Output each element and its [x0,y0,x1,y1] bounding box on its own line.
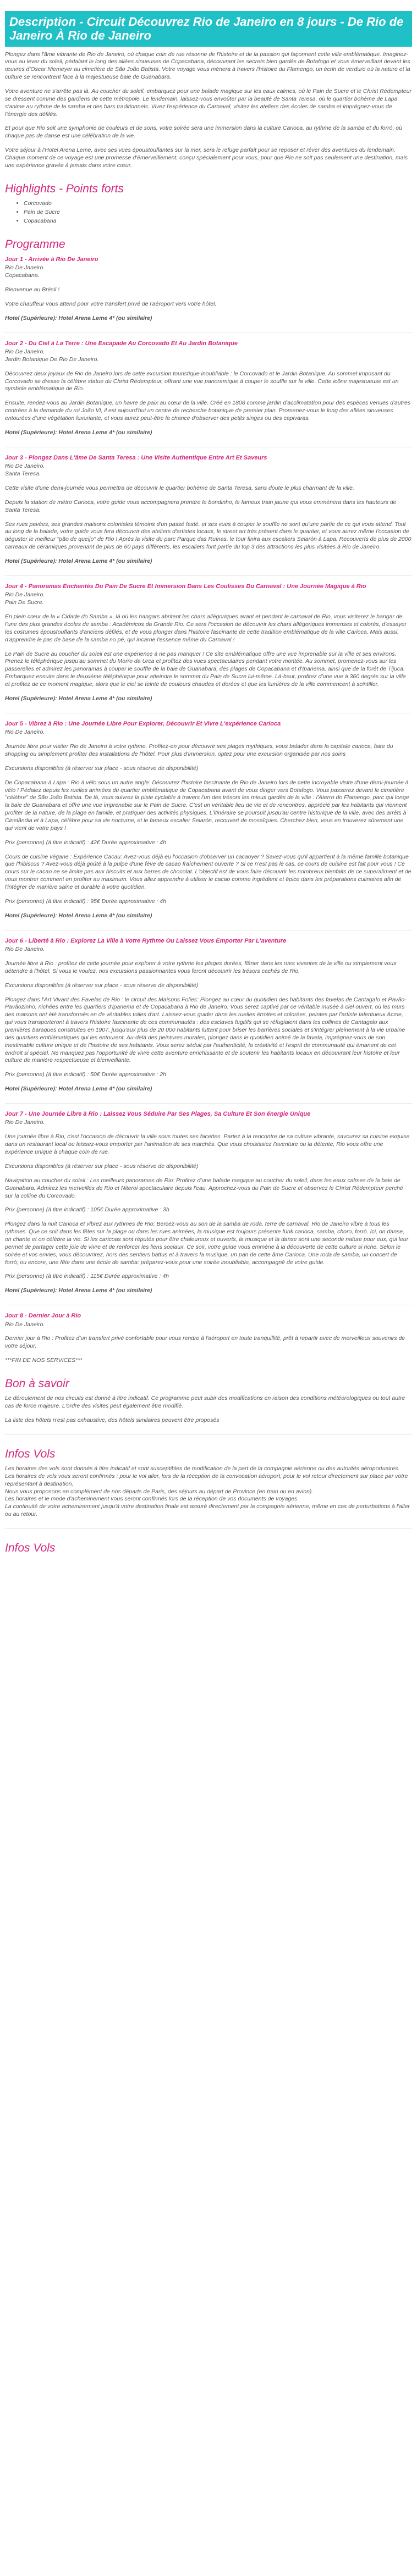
programme-heading: Programme [5,237,65,251]
day-title: Jour 3 - Plongez Dans L'âme De Santa Teresa : Une Visite Authentique Entre Art Et Saveurs [5,454,267,461]
day-locations [5,729,412,736]
day-paragraph: Navigation au coucher du soleil : Les meilleurs panoramas de Rio: Profitez d'une balade magique au coucher du soleil, dans les eaux calmes de la baie de Guanabara. Admirez les merveilles de Rio et Niteroi spectaculaire depuis l'eau. Approchez-vous du Pain de Sucre et observez le Christ Rédempteur perché sur la colline du Corcovado. [5,1177,403,1199]
day-hotel: Hotel (Supérieure): Hotel Arena Leme 4* (ou similaire) [5,429,152,436]
day-hotel: Hotel (Supérieure): Hotel Arena Leme 4* (ou similaire) [5,314,152,322]
day-location: Jardin Botanique De Rio De Janeiro. [5,356,99,363]
day-hotel: Hotel (Supérieure): Hotel Arena Leme 4* (ou similaire) [5,695,152,702]
intro-paragraph: Et pour que Rio soit une symphonie de couleurs et de sons, votre soirée sera une immersion dans la culture Carioca, au rythme de la samba et du forró, où chaque pas de danse est une célébration de la vie. [5,125,402,140]
day-locations [5,463,412,478]
day-locations [5,1321,412,1329]
day-paragraph: Journée libre pour visiter Rio de Janeiro à votre rythme. Profitez-en pour découvrir ses plages mythiques, vous balader dans la capitale carioca, faire du shopping ou simplement profiter des installations de l'hôtel. Pour plus d'immersion, optez pour une excursion organisée par nos soins [5,743,393,757]
day-hotel: Hotel (Supérieure): Hotel Arena Leme 4* (ou similaire) [5,1085,152,1093]
day-paragraph: En plein cœur de la « Cidade do Samba », là où les hangars abritent les chars allégoriques avant et pendant le carnaval de Rio, vous visiterez le hangar de l'une des plus grandes écoles de samba : Académicos da Grande Rio. Ce sera l'occasion de découvrir les chars allégoriques immenses et colorés, d'essayer les costumes époustouflants d'anciens défilés, et de vous plonger dans l'histoire fascinante de cette tradition emblématique de la ville Carioca. Mais aussi, d'apprendre le pas de base de la samba no pé, qui incarne l'essence même du Carnaval ! [5,613,407,643]
day-paragraph: Prix (personne) (à titre indicatif) : 95€ Durée approximative : 4h [5,898,166,905]
programme-days [5,256,412,1365]
page-title: Description - Circuit Découvrez Rio de Janeiro en 8 jours - De Rio de Janeiro À Rio de Janeiro [5,11,412,47]
day-location: Copacabana. [5,272,40,279]
day-locations [5,348,412,364]
day-paragraph: Bienvenue au Brésil ! [5,286,60,293]
divider [5,575,412,576]
infos-vols-line: Les horaires et le mode d'acheminement vous seront confirmés lors de la réception de vos documents de voyages [5,1495,298,1503]
infos-vols-line: Les horaires des vols sont donnés à titre indicatif et sont susceptibles de modification de la part de la compagnie aérienne ou des autorités aéroportuaires. [5,1465,400,1472]
day-paragraph: Depuis la station de métro Carioca, votre guide vous accompagnera prendre le bondinho, le fameux train jaune qui vous emmènera dans les hauteurs de Santa Teresa. [5,498,397,513]
day-paragraph: Journée libre à Rio : profitez de cette journée pour explorer à votre rythme les plages dorées, flâner dans les rues vivantes de la ville ou simplement vous détendre à l'hôtel. Si vous le voulez, nos excursions passionnantes vous feront découvrir les trésors cachés de Rio. [5,960,397,974]
list-item: • Copacabana [24,218,412,225]
day-paragraph: Plongez dans la nuit Carioca et vibrez aux rythmes de Rio: Bercez-vous au son de la samba de roda, terre de carnaval, Rio de Janeiro vibre à tous les rythmes. Que ce soit dans les fêtes sur la plage ou dans les rues animées, la musique est toujours présente funk carioca, samba, choro, forró. Ici, on danse, on chante et on célèbre la vie. Si les caricoas sont réputés pour être chaleureux et ouverts, la musique et la danse sont une seconde nature pour eux, qui leur permet de partager cette joie de vivre et de renforcer les liens sociaux. Ce soir, votre guide vous emmène à la découverte de cette culture si riche. Selon le soirée et vos envies, vous découvrirez, hors des sentiers battus et à travers la musique, un pan de cette âme Carioca. Une roda de samba, un concert de forró, ou encore, une fête dans une école de samba: préparez-vous pour une soirée inoubliable, accompagné de votre guide. [5,1221,409,1266]
infos-vols-heading: Infos Vols [5,1447,56,1460]
day-paragraph: Cours de cuisine végane : Expérience Cacau: Avez-vous déjà eu l'occasion d'observer un cacaoyer ? Savez-vous qu'il appartient à la même famille botanique que l'hibiscus ? Avez-vous déjà goûté à la pulpe d'une fève de cacao fraîchement ouverte ? Si ce n'est pas le cas, ce cours de cuisine est fait pour vous ! Ce cours sur le cacao ne se limite pas aux biscuits et aux barres de chocolat. L'objectif est de vous faire découvrir les nombreux bienfaits de ce superaliment et de vous montrer comment en profiter au maximum. Vous allez apprendre à utiliser le cacao comme ingrédient et épice dans les préparations culinaires afin de l'intégrer de manière saine et durable à votre quotidien. [5,853,411,890]
day-paragraph: Une journée libre à Rio, c'est l'occasion de découvrir la ville sous toutes ses facettes. Partez à la rencontre de sa culture vibrante, savourez sa cuisine exquise dans un restaurant local ou laissez-vous emporter par l'animation de ses marchés. Que vous choisissiez l'aventure ou la détente, Rio vous offre une expérience unique à chaque coin de rue. [5,1133,410,1156]
day-paragraph: Prix (personne) (à titre indicatif) : 115€ Durée approximative : 4h [5,1273,169,1280]
day-paragraph: Ses rues pavées, ses grandes maisons coloniales témoins d'un passé fasté, et ses vues à couper le souffle ne sont qu'une partie de ce qui vous attend. Tout au long de la balade, votre guide vous fera découvrir des ateliers d'artistes locaux, le street art très présent dans le quartier, et vous aurez même l'occasion de déguster le meilleur "pão de queijo" de Rio ! Après la visite du parc Parque das Ruínas, le tour finira aux escaliers Selarón à Lapa. Recouverts de plus de 2000 carreaux de céramiques provenant de plus de 60 pays différents, les escaliers font partie du top 3 des attractions les plus visitées à Rio de Janeiro. [5,520,411,551]
intro-paragraph: Votre séjour à l'Hotel Arena Leme, avec ses vues époustouflantes sur la mer, sera le refuge parfait pour se reposer et rêver des aventures du lendemain. Chaque moment de ce voyage est une promesse d'émerveillement, conçu spécialement pour vous, pour que Rio ne soit pas seulement une destination, mais une expérience gravée à jamais dans votre cœur. [5,147,408,169]
day-paragraph: Excursions disponibles (à réserver sur place - sous réserve de disponibilité) [5,765,199,772]
day-location: Rio De Janeiro. [5,946,45,953]
day-location: Santa Teresa. [5,470,41,478]
day-location: Rio De Janeiro. [5,264,45,272]
list-item: • Pain de Sucre [24,209,412,217]
infos-vols-paragraph [5,1465,412,1519]
programme-day [5,454,412,576]
programme-day [5,1110,412,1305]
bon-a-savoir-paragraph: Le déroulement de nos circuits est donné à titre indicatif. Ce programme peut subir des modifications en raison des conditions météorologiques ou tout autre cas de force majeure. L'ordre des visites peut également être modifié. [5,1395,405,1410]
day-title: Jour 4 - Panoramas Enchantés Du Pain De Sucre Et Immersion Dans Les Coulisses Du Carnaval : Une Journée Magique à Rio [5,583,366,590]
day-location: Pain De Sucre. [5,599,44,606]
divider [5,1434,412,1435]
page [0,11,417,1555]
day-location: Rio De Janeiro. [5,1119,45,1126]
list-item: • Corcovado [24,200,412,208]
infos-vols-line: Nous vous proposons en complément de nos départs de Paris, des séjours au départ de Province (en train ou en avion). [5,1488,314,1495]
footer-heading: Infos Vols [5,1542,56,1555]
day-title: Jour 1 - Arrivée à Rio De Janeiro [5,256,98,263]
highlights-heading: Highlights - Points forts [5,182,124,195]
programme-day [5,720,412,930]
day-title: Jour 5 - Vibrez à Rio : Une Journée Libre Pour Explorer, Découvrir Et Vivre L'expérience Carioca [5,720,281,727]
day-title: Jour 6 - Liberté à Rio : Explorez La Ville à Votre Rythme Ou Laissez Vous Emporter Par L'aventure [5,937,287,944]
day-title: Jour 7 - Une Journée Libre à Rio : Laissez Vous Séduire Par Ses Plages, Sa Culture Et Son énergie Unique [5,1110,311,1117]
programme-day [5,937,412,1104]
infos-vols-line: Les horaires de vols vous seront confirmés : pour le vol aller, lors de la réception de la convocation aéroport, pour le vol retour directement sur place par votre représentant à destination. [5,1472,408,1487]
day-title: Jour 8 - Dernier Jour à Rio [5,1312,81,1320]
day-paragraph: Excursions disponibles (à réserver sur place - sous réserve de disponibilité) [5,982,199,989]
intro [5,51,412,170]
programme-day [5,583,412,713]
day-paragraph: Ensuite, rendez-vous au Jardin Botanique, un havre de paix au cœur de la ville. Créé en 1808 comme jardin d'acclimatation pour des espèces venues d'autres contrées à la demande du roi João VI, il est aujourd'hui un centre de recherche botanique de premier plan. Promenez-vous le long des allées sinueuses entourées d'une végétation luxuriante, et vous aurez peut-être la chance d'observer des petits singes ou des capivaras. [5,400,411,422]
day-locations [5,591,412,607]
day-paragraph: Votre chauffeur vous attend pour votre transfert privé de l'aéroport vers votre hôtel. [5,300,217,307]
day-paragraph: Excursions disponibles (à réserver sur place - sous réserve de disponibilité) [5,1162,199,1170]
divider [5,1103,412,1104]
infos-vols-line: La continuité de votre acheminement jusqu'à votre destination finale est assuré directement par la compagnie aérienne, même en cas de perturbations à l'aller ou au retour. [5,1503,410,1518]
day-locations [5,264,412,280]
highlights-list [5,200,412,225]
day-paragraph: ***FIN DE NOS SERVICES*** [5,1357,83,1364]
day-paragraph: Découvrez deux joyaux de Rio de Janeiro lors de cette excursion touristique inoubliable : le Corcovado et le Jardin Botanique. Au sommet imposant du Corcovado se dresse la célèbre statue du Christ Rédempteur, offrant une vue panoramique à couper le souffle sur la ville. Cette icône majestueuse est un symbole emblématique de Rio. [5,370,399,392]
divider [5,1528,412,1529]
day-hotel: Hotel (Supérieure): Hotel Arena Leme 4* (ou similaire) [5,912,152,919]
day-location: Rio De Janeiro. [5,591,45,599]
day-paragraph: Prix (personne) (à titre indicatif) : 50€ Durée approximative : 2h [5,1071,166,1078]
bon-a-savoir-heading: Bon à savoir [5,1377,69,1391]
intro-paragraph: Votre aventure ne s'arrête pas là. Au coucher du soleil, embarquez pour une balade magique sur les eaux calmes, où le Pain de Sucre et le Christ Rédempteur se dressent comme des gardiens de cette métropole. Le lendemain, laissez-vous envoûter par la beauté de Santa Teresa, où le quartier bohème de Lapa s'anime au rythme de la samba et des bars traditionnels. Vivez l'expérience du Carnaval, visitez les ateliers des écoles de samba et imprégnez-vous de l'énergie des défilés. [5,88,411,118]
day-paragraph: De Copacabana à Lapa : Rio à vélo sous un autre angle: Découvrez l'histoire fascinante de Rio de Janeiro lors de cette incroyable visite d'une demi-journée à vélo ! Pédalez depuis les ruelles animées du quartier emblématique de Copacabana avant de vous diriger vers Botafogo. Vous passerez devant le cimetière "célèbre" de São João Batista. De là, vous suivrez la piste cyclable à travers l'un des trésors les mieux gardés de la ville : l'Aterro do Flamengo, parc qui longe la baie de Guanabara et offre une vue imprenable sur le Pain de Sucre. C'est un véritable lieu de vie et de rencontres, apprécié par les habitants qui viennent profiter de la nature, de la plage en famille, et pratiquer des activités physiques. L'itinéraire se poursuit jusqu'au centre historique de la ville, avec des arrêts à Cinelândia et à Lapa, célèbre pour sa vie nocturne, et le fameux escalier Selarón, recouvert de mosaïques. Cherchez bien, vous en trouverez sûrement une qui vient de votre pays ! [5,779,409,832]
day-locations [5,1119,412,1127]
day-paragraph: Prix (personne) (à titre indicatif) : 42€ Durée approximative : 4h [5,839,166,846]
intro-paragraph: Plongez dans l'âme vibrante de Rio de Janeiro, où chaque coin de rue résonne de l'histoire et de la passion qui façonnent cette ville emblématique. Imaginez-vous au lever du soleil, pédalant le long des allées sinueuses de Copacabana, découvrant les secrets bien gardés de Botafogo et vous émerveillant devant les œuvres d'Oscar Niemeyer au cimetière de São João Batista. Votre voyage vous mènera à travers l'histoire du Flamengo, un écrin de verdure où la nature et la culture se rencontrent face à la majestueuse baie de Guanabara. [5,51,410,81]
bon-a-savoir-paragraph: La liste des hôtels n'est pas exhaustive, des hôtels similaires peuvent être proposés [5,1416,220,1423]
programme-day [5,1312,412,1365]
day-paragraph: Cette visite d'une demi-journée vous permettra de découvrir le quartier bohème de Santa Teresa, sans doute le plus charmant de la ville. [5,485,354,492]
day-paragraph: Dernier jour à Rio : Profitez d'un transfert privé confortable pour vous rendre à l'aéroport en toute tranquillité, prêt à repartir avec de merveilleux souvenirs de votre séjour. [5,1335,405,1350]
day-hotel: Hotel (Supérieure): Hotel Arena Leme 4* (ou similaire) [5,558,152,565]
day-location: Rio De Janeiro. [5,348,45,356]
day-paragraph: Plongez dans l'Art Vivant des Favelas de Rio : le circuit des Maisons Folies: Plongez au cœur du quotidien des habitants des favelas de Cantagalo et Pavão-Pavãozinho, nichées entre les quartiers d'Ipanema et de Copacabana à Rio de Janeiro. Vous serez captivé par ce véritable musée à ciel ouvert, où les murs des maisons ont été transformés en de véritables toiles d'art. Laissez-vous guider dans les ruelles étroites et colorées, peintes par l'artiste talentueux Acme, qui vous transporteront à travers l'histoire fascinante de ces communautés : des esclaves fugitifs qui se réfugiaient dans les collines de Cantagalo aux premières baraques construites en 1907, jusqu'aux plus de 20 000 habitants luttant pour briser les barrières sociales et s'intégrer pleinement à la vie urbaine des quartiers emblématiques qui les entourent. Au-delà des peintures murales, plongez dans le quotidien animé de la favela, imprégnez-vous de son inestimable culture unique et de l'histoire de ses habitants. Vous serez séduit par l'authenticité, la créativité et l'esprit de communauté qui émanent de cet endroit si spécial. Ne manquez pas l'opportunité de vivre cette aventure enrichissante et de soutenir les habitants locaux en découvrant leur histoire et leur culture de manière respectueuse et bienveillante. [5,996,407,1064]
programme-day [5,340,412,447]
day-location: Rio De Janeiro. [5,463,45,470]
day-paragraph: Prix (personne) (à titre indicatif) : 105€ Durée approximative : 3h [5,1206,169,1214]
day-location: Rio De Janeiro. [5,729,45,736]
day-location: Rio De Janeiro. [5,1321,45,1328]
day-paragraph: Le Pain de Sucre au coucher du soleil est une expérience à ne pas manquer ! Ce site emblématique offre une vue imprenable sur la ville et ses environs. Prenez le téléphérique jusqu'au sommet du Morro da Urca et profitez des vues spectaculaires pendant votre montée. Au sommet, promenez-vous sur les passerelles et admirez les panoramas à couper le souffle de la baie de Guanabara, des plages de Copacabana et d'Ipanema, ainsi que de la forêt de Tijuca. Embarquez ensuite dans le deuxième téléphérique pour atteindre le sommet du Pain de Sucre lui-même. Là-haut, profitez d'une vue à 360 degrés sur la ville et profitez de ce moment magique, alors que le ciel se teinte de couleurs chaudes et dorées et que les lumières de la ville commencent à scintiller. [5,650,406,688]
day-locations [5,946,412,954]
programme-day [5,256,412,333]
day-hotel: Hotel (Supérieure): Hotel Arena Leme 4* (ou similaire) [5,1287,152,1294]
day-title: Jour 2 - Du Ciel à La Terre : Une Escapade Au Corcovado Et Au Jardin Botanique [5,340,238,347]
